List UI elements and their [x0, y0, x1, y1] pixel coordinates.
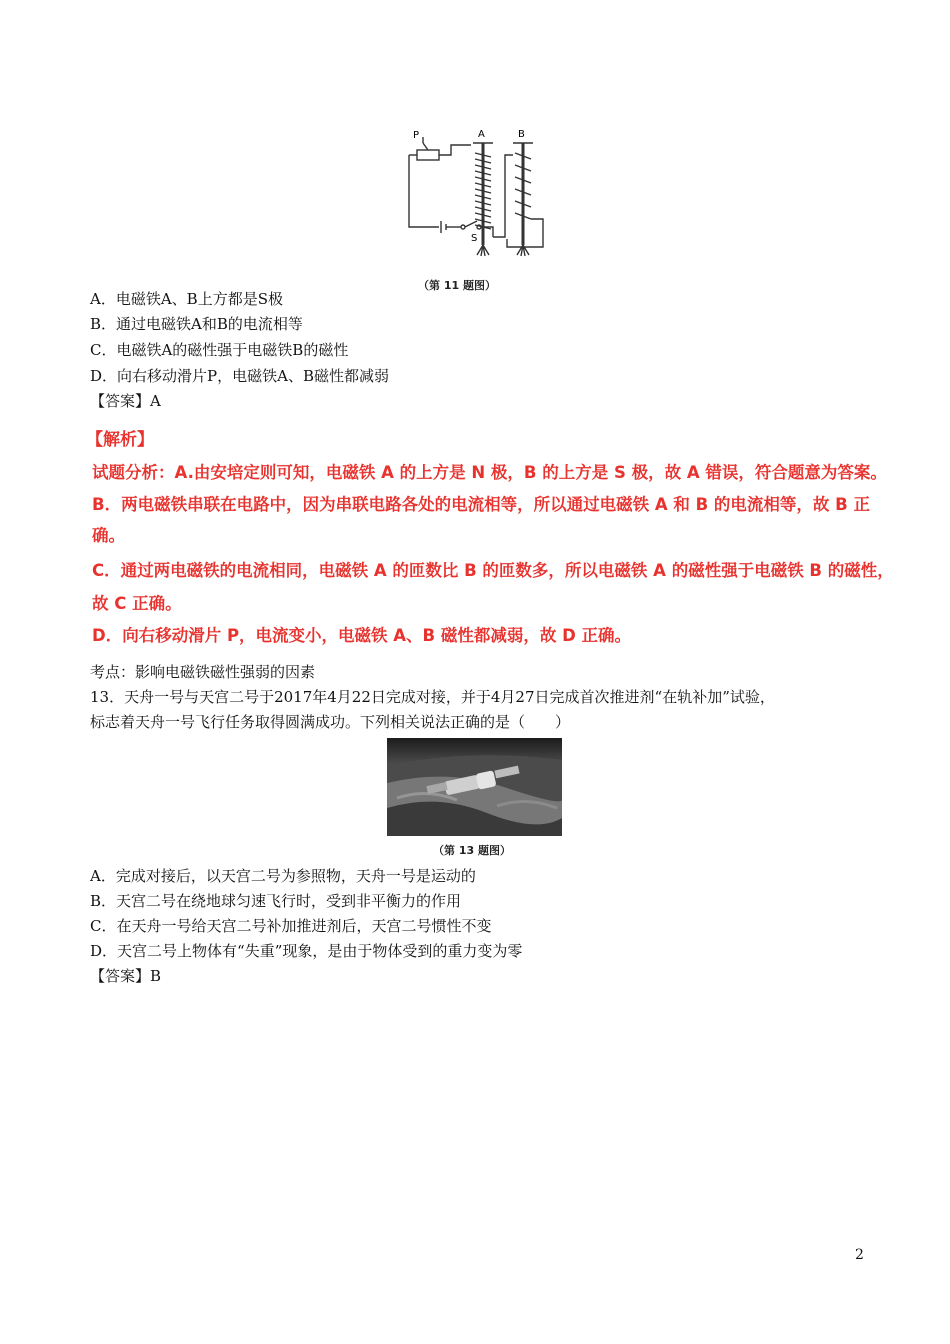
q11-option-a: A．电磁铁A、B上方都是S极	[90, 290, 283, 308]
figure-11-caption: （第 11 题图）	[418, 279, 496, 292]
figure-13-caption: （第 13 题图）	[433, 844, 511, 857]
analysis-line-4: C．通过两电磁铁的电流相同，电磁铁 A 的匝数比 B 的匝数多，所以电磁铁 A 的磁性强于电磁铁 B 的磁性，	[92, 561, 894, 580]
analysis-heading: 【解析】	[86, 430, 154, 450]
q13-stem-line2: 标志着天舟一号飞行任务取得圆满成功。下列相关说法正确的是（ ）	[90, 713, 571, 731]
label-s: S	[471, 233, 478, 244]
analysis-line-1: 试题分析：A.由安培定则可知，电磁铁 A 的上方是 N 极，B 的上方是 S 极，故 A 错误，符合题意为答案。	[92, 463, 887, 482]
label-p: P	[413, 130, 420, 141]
q11-option-b: B．通过电磁铁A和B的电流相等	[90, 315, 303, 333]
label-a: A	[478, 129, 485, 140]
q13-option-d: D．天宫二号上物体有“失重”现象，是由于物体受到的重力变为零	[90, 942, 523, 960]
analysis-line-3: 确。	[92, 526, 125, 545]
circuit-diagram	[395, 125, 555, 270]
analysis-line-5: 故 C 正确。	[92, 594, 182, 613]
q11-option-d: D．向右移动滑片P，电磁铁A、B磁性都减弱	[90, 367, 389, 385]
figure-11	[395, 125, 555, 270]
q13-option-a: A．完成对接后，以天宫二号为参照物，天舟一号是运动的	[90, 867, 476, 885]
q13-option-c: C．在天舟一号给天宫二号补加推进剂后，天宫二号惯性不变	[90, 917, 492, 935]
figure-13-photo	[387, 738, 562, 836]
kaodian: 考点：影响电磁铁磁性强弱的因素	[90, 663, 316, 681]
q11-answer: 【答案】A	[90, 392, 161, 410]
page-number: 2	[855, 1247, 864, 1263]
space-station-image	[387, 738, 562, 836]
label-b: B	[518, 129, 525, 140]
q13-option-b: B．天宫二号在绕地球匀速飞行时，受到非平衡力的作用	[90, 892, 462, 910]
q11-option-c: C．电磁铁A的磁性强于电磁铁B的磁性	[90, 341, 349, 359]
analysis-line-2: B．两电磁铁串联在电路中，因为串联电路各处的电流相等，所以通过电磁铁 A 和 B 的电流相等，故 B 正	[92, 495, 870, 514]
q13-stem-line1: 13．天舟一号与天宫二号于2017年4月22日完成对接，并于4月27日完成首次推进剂“在轨补加”试验，	[90, 688, 775, 706]
analysis-line-6: D．向右移动滑片 P，电流变小，电磁铁 A、B 磁性都减弱，故 D 正确。	[92, 626, 632, 645]
q13-answer: 【答案】B	[90, 967, 162, 985]
